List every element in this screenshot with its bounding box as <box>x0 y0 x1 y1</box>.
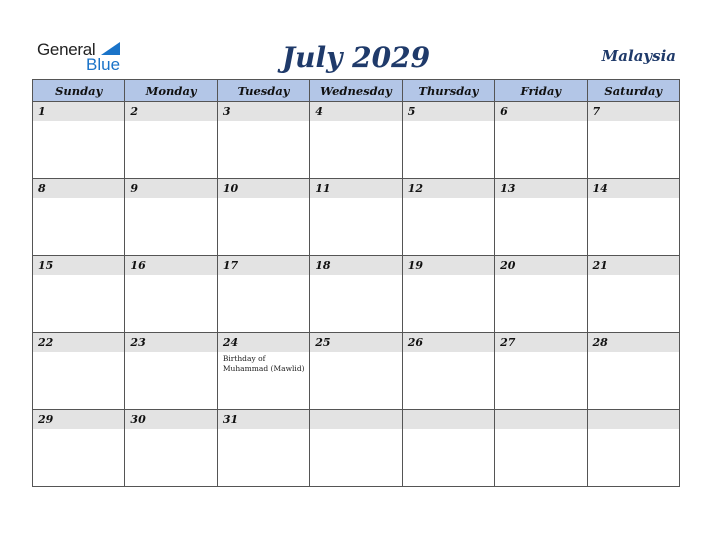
day-cell <box>495 256 587 333</box>
logo-text-blue: Blue <box>86 55 121 74</box>
day-number: 5 <box>407 105 416 118</box>
day-cell <box>495 333 587 410</box>
week-row <box>33 179 680 256</box>
day-cell <box>587 179 679 256</box>
day-number: 21 <box>592 259 608 272</box>
day-cell <box>217 410 309 487</box>
day-number: 15 <box>38 259 54 272</box>
day-number-bar <box>125 179 216 198</box>
day-cell <box>33 410 125 487</box>
day-number: 30 <box>130 413 146 426</box>
day-cell <box>587 256 679 333</box>
week-row <box>33 256 680 333</box>
day-cell <box>402 256 494 333</box>
day-number: 28 <box>592 336 608 349</box>
day-number: 31 <box>222 413 239 426</box>
day-number: 29 <box>38 413 54 426</box>
day-number: 17 <box>222 259 239 272</box>
day-number: 4 <box>315 105 323 118</box>
day-number: 27 <box>500 336 516 349</box>
weekday-thursday: Thursday <box>402 80 494 102</box>
weekday-wednesday: Wednesday <box>310 80 402 102</box>
logo-text-general: General <box>37 40 96 59</box>
weekday-monday: Monday <box>125 80 217 102</box>
day-number: 13 <box>500 182 516 195</box>
day-number-bar <box>588 410 679 429</box>
day-number: 7 <box>592 105 601 118</box>
holiday-event: Birthday of Muhammad (Mawlid) <box>222 354 305 373</box>
day-cell <box>310 102 402 179</box>
week-row <box>33 333 680 410</box>
day-number-bar <box>495 102 586 121</box>
day-number-bar <box>403 410 494 429</box>
day-number-bar <box>310 102 401 121</box>
day-number-bar <box>403 102 494 121</box>
day-cell <box>310 410 402 487</box>
calendar-title: July 2029 <box>281 41 431 74</box>
day-number: 19 <box>407 259 423 272</box>
day-number-bar <box>218 102 309 121</box>
day-cell <box>587 410 679 487</box>
day-cell <box>402 102 494 179</box>
day-number: 20 <box>500 259 516 272</box>
day-number-bar <box>495 410 586 429</box>
weekday-saturday: Saturday <box>587 80 679 102</box>
day-cell <box>217 256 309 333</box>
day-cell <box>33 102 125 179</box>
weekday-sunday: Sunday <box>33 80 125 102</box>
day-cell <box>495 102 587 179</box>
day-number-bar <box>588 102 679 121</box>
week-row <box>33 102 680 179</box>
day-number: 2 <box>130 105 139 118</box>
day-cell <box>310 256 402 333</box>
day-cell <box>402 410 494 487</box>
day-number: 18 <box>315 259 331 272</box>
day-cell <box>310 333 402 410</box>
day-number: 14 <box>592 182 608 195</box>
day-number: 25 <box>315 336 331 349</box>
day-number-bar <box>33 179 124 198</box>
day-cell <box>402 179 494 256</box>
day-cell <box>587 102 679 179</box>
day-number-bar <box>125 102 216 121</box>
day-cell <box>217 333 309 410</box>
day-number: 11 <box>315 182 331 195</box>
day-cell <box>125 102 217 179</box>
day-number: 8 <box>38 182 46 195</box>
day-cell <box>125 410 217 487</box>
day-cell <box>125 256 217 333</box>
day-number: 12 <box>407 182 423 195</box>
day-number-bar <box>33 102 124 121</box>
day-number: 16 <box>130 259 146 272</box>
day-number: 10 <box>222 182 239 195</box>
day-number: 22 <box>38 336 54 349</box>
day-number: 1 <box>38 105 46 118</box>
day-cell <box>217 102 309 179</box>
calendar-grid <box>32 79 680 487</box>
day-number: 9 <box>130 182 139 195</box>
weekday-friday: Friday <box>495 80 587 102</box>
day-number: 3 <box>222 105 231 118</box>
weekday-tuesday: Tuesday <box>217 80 309 102</box>
day-cell <box>125 179 217 256</box>
day-cell <box>33 179 125 256</box>
day-number: 6 <box>500 105 508 118</box>
day-cell <box>402 333 494 410</box>
weekday-header-row <box>33 80 680 102</box>
day-cell <box>587 333 679 410</box>
day-number-bar <box>310 410 401 429</box>
day-number: 24 <box>222 336 239 349</box>
day-cell <box>217 179 309 256</box>
day-number: 23 <box>130 336 146 349</box>
day-number: 26 <box>407 336 423 349</box>
country-label: Malaysia <box>601 47 676 65</box>
day-cell <box>495 410 587 487</box>
day-cell <box>310 179 402 256</box>
week-row <box>33 410 680 487</box>
day-cell <box>33 256 125 333</box>
day-cell <box>33 333 125 410</box>
day-cell <box>495 179 587 256</box>
day-cell <box>125 333 217 410</box>
